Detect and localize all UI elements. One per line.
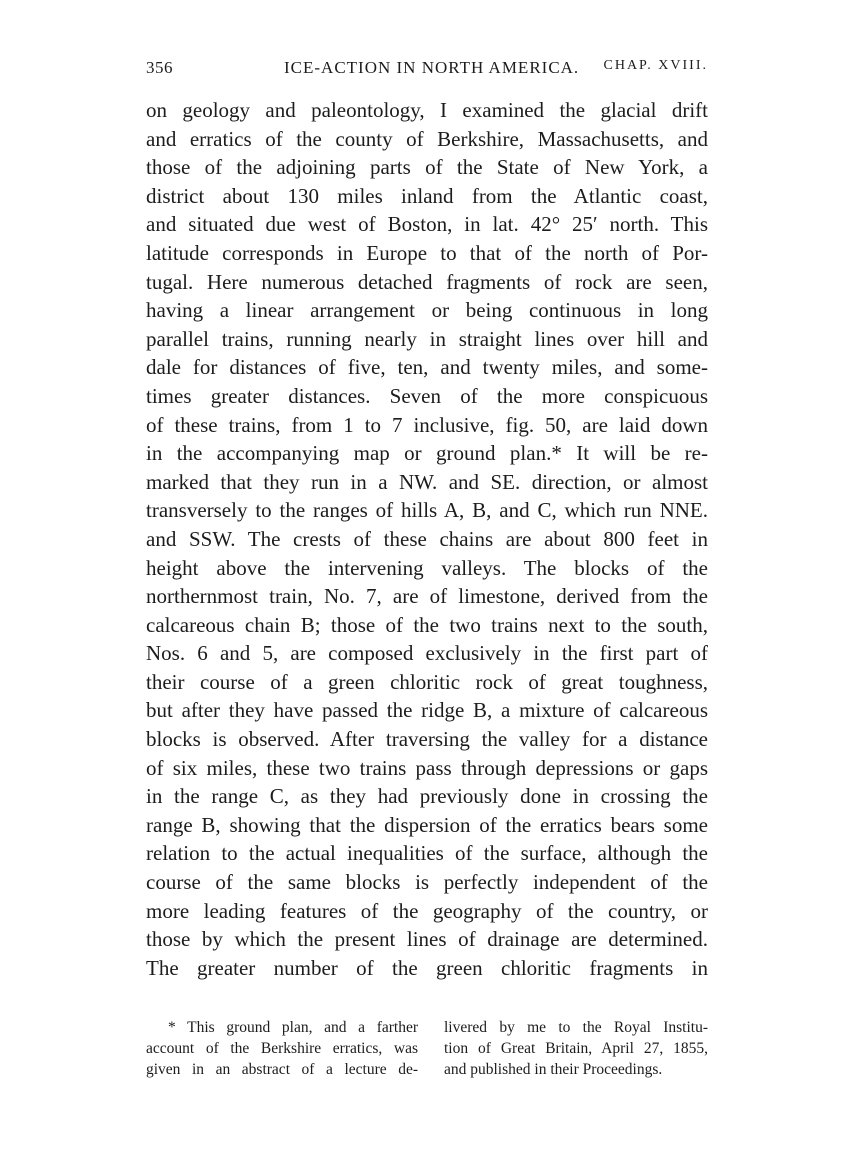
body-line: in the accompanying map or ground plan.* It will be re- xyxy=(146,441,708,466)
body-line: relation to the actual inequalities of the surface, although the xyxy=(146,841,708,866)
body-line: but after they have passed the ridge B, a mixture of calcareous xyxy=(146,698,708,723)
footnote-line: livered by me to the Royal Institu- xyxy=(444,1019,708,1036)
body-line: more leading features of the geography of the country, or xyxy=(146,898,708,923)
footnote xyxy=(146,1017,708,1080)
body-line: parallel trains, running nearly in straight lines over hill and xyxy=(146,326,708,351)
body-line: northernmost train, No. 7, are of limestone, derived from the xyxy=(146,584,708,609)
footnote-line: account of the Berkshire erratics, was xyxy=(146,1040,418,1057)
body-text xyxy=(146,96,708,982)
chapter-label: CHAP. XVIII. xyxy=(603,58,708,73)
body-line: those of the adjoining parts of the State of New York, a xyxy=(146,155,708,180)
body-line: times greater distances. Seven of the more conspicuous xyxy=(146,383,708,408)
body-line: district about 130 miles inland from the Atlantic coast, xyxy=(146,183,708,208)
body-line: dale for distances of five, ten, and twenty miles, and some- xyxy=(146,355,708,380)
body-line: of these trains, from 1 to 7 inclusive, fig. 50, are laid down xyxy=(146,412,708,437)
body-line: and SSW. The crests of these chains are about 800 feet in xyxy=(146,526,708,551)
body-line: in the range C, as they had previously done in crossing the xyxy=(146,784,708,809)
footnote-line: * This ground plan, and a farther xyxy=(168,1019,418,1036)
footnote-column-left xyxy=(146,1017,418,1080)
body-line: Nos. 6 and 5, are composed exclusively in the first part of xyxy=(146,641,708,666)
body-line: The greater number of the green chloritic fragments in xyxy=(146,955,708,980)
body-line: on geology and paleontology, I examined the glacial drift xyxy=(146,98,708,122)
footnote-line: tion of Great Britain, April 27, 1855, xyxy=(444,1040,708,1057)
body-line: calcareous chain B; those of the two trains next to the south, xyxy=(146,612,708,637)
body-line: and erratics of the county of Berkshire, Massachusetts, and xyxy=(146,126,708,151)
footnote-column-right xyxy=(444,1017,708,1080)
page-number: 356 xyxy=(146,58,173,77)
body-line: tugal. Here numerous detached fragments of rock are seen, xyxy=(146,269,708,294)
body-line: transversely to the ranges of hills A, B, and C, which run NNE. xyxy=(146,498,708,523)
body-line: height above the intervening valleys. The blocks of the xyxy=(146,555,708,580)
running-title: ICE-ACTION IN NORTH AMERICA. xyxy=(284,58,580,77)
body-line: latitude corresponds in Europe to that of the north of Por- xyxy=(146,240,708,265)
running-head xyxy=(146,58,708,82)
body-line: their course of a green chloritic rock of great toughness, xyxy=(146,669,708,694)
footnote-line: given in an abstract of a lecture de- xyxy=(146,1061,418,1078)
body-line: those by which the present lines of drainage are determined. xyxy=(146,927,708,952)
body-line: having a linear arrangement or being continuous in long xyxy=(146,298,708,323)
body-line: marked that they run in a NW. and SE. direction, or almost xyxy=(146,469,708,494)
body-line: of six miles, these two trains pass through depressions or gaps xyxy=(146,755,708,780)
body-line: range B, showing that the dispersion of the erratics bears some xyxy=(146,812,708,837)
body-line: course of the same blocks is perfectly independent of the xyxy=(146,870,708,895)
footnote-line: and published in their Proceedings. xyxy=(444,1061,663,1078)
body-line: blocks is observed. After traversing the valley for a distance xyxy=(146,727,708,752)
body-line: and situated due west of Boston, in lat. 42° 25′ north. This xyxy=(146,212,708,237)
